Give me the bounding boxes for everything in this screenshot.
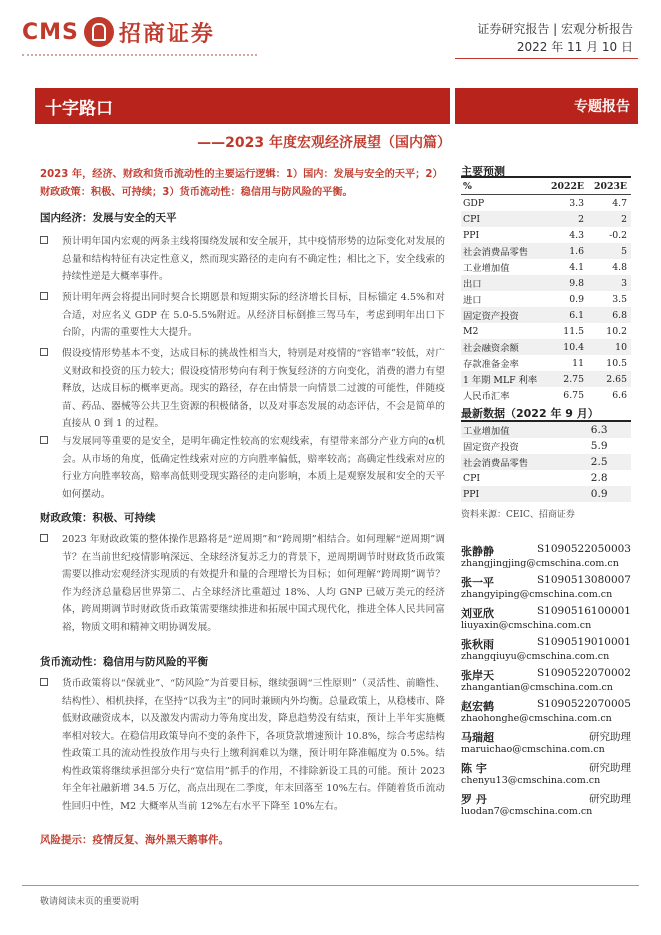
bullet-icon xyxy=(40,534,48,542)
table-row: CPI 2 2 xyxy=(461,211,631,227)
analyst-entry: 张静静 S1090522050003 zhangjingjing@cmschina.com.cn xyxy=(461,543,631,569)
table-row: 社会融资余额 10.4 10 xyxy=(461,339,631,355)
table-row: PPI 0.9 xyxy=(461,486,631,502)
paragraph: 与发展同等重要的是安全，是明年确定性较高的宏观线索，有望带来部分产业方向的α机会。从市场的角度，低确定性线索对应的方向胜率偏低，赔率较高；高确定性线索对应的行业方向胜率较高，赔率高低则受现实路径的走向影响，本质上是观察发展和安全的天平如何摆动。 xyxy=(40,433,445,503)
title-banner xyxy=(35,88,450,124)
table-row: 出口 9.8 3 xyxy=(461,275,631,291)
bullet-icon xyxy=(40,348,48,356)
latest-data-title: 最新数据（2022 年 9 月） xyxy=(461,407,599,420)
table-row: 人民币汇率 6.75 6.6 xyxy=(463,389,627,402)
analyst-entry: 张一平 S1090513080007 zhangyiping@cmschina.com.cn xyxy=(461,574,631,600)
table-row: 进口 0.9 3.5 xyxy=(463,293,627,306)
section-title-economy: 国内经济：发展与安全的天平 xyxy=(40,212,177,224)
table-row: 社会消费品零售 1.6 5 xyxy=(461,243,631,259)
table-row: 工业增加值 6.3 xyxy=(461,422,631,438)
table-row: 1 年期 MLF 利率 2.75 2.65 xyxy=(461,371,631,387)
table-header-row: % 2022E 2023E xyxy=(461,178,631,195)
forecast-table xyxy=(461,178,631,403)
bullet-icon xyxy=(40,292,48,300)
table-row: 社会消费品零售 2.5 xyxy=(461,454,631,470)
logo-cn-text: 招商证券 xyxy=(118,21,215,47)
bullet-icon xyxy=(40,436,48,444)
table-row: 固定资产投资 6.1 6.8 xyxy=(461,307,631,323)
analyst-entry: 张岸天 S1090522070002 zhangantian@cmschina.com.cn xyxy=(461,667,631,693)
analyst-entry: 陈 宇 研究助理 chenyu13@cmschina.com.cn xyxy=(461,762,631,786)
table-row: 固定资产投资 5.9 xyxy=(463,440,608,453)
report-subtitle: ——2023 年度宏观经济展望（国内篇） xyxy=(197,135,451,151)
table-row: PPI 4.3 -0.2 xyxy=(463,229,627,241)
report-title: 十字路口 xyxy=(45,99,113,119)
section-title-monetary: 货币流动性：稳信用与防风险的平衡 xyxy=(40,656,208,668)
report-category: 证券研究报告 | 宏观分析报告 xyxy=(477,22,633,36)
report-type: 专题报告 xyxy=(574,99,630,115)
logo-cms-text: CMS xyxy=(22,19,79,45)
paragraph: 2023 年财政政策的整体操作思路将是“逆周期”和“跨周期”相结合。如何理解“逆周期”调节？在当前世纪疫情影响深远、全球经济复苏乏力的背景下，逆周期调节时财政货币政策需要以推动宏观经济实现质的有效提升和量的合理增长为目标；如何理解“跨周期”调节？作为经济总量稳居世界第二、占全球经济比重超过 18%、人均 GNP 已破万美元的经济体，跨周期调节时财政货币政策需要继续推进和拓展中国式现代化，推进全体人民共同富裕，物质文明和精神文明协调发展。 xyxy=(40,531,445,636)
forecast-title: 主要预测 xyxy=(461,165,505,178)
footer-note: 敬请阅读末页的重要说明 xyxy=(40,897,140,907)
analyst-entry: 刘亚欣 S1090516100001 liuyaxin@cmschina.com.cn xyxy=(461,605,631,631)
latest-data-table xyxy=(461,422,631,502)
company-logo xyxy=(22,14,215,50)
header-divider xyxy=(455,58,638,59)
analyst-entry: 罗 丹 研究助理 luodan7@cmschina.com.cn xyxy=(461,793,631,817)
analyst-entry: 张秋雨 S1090519010001 zhangqiuyu@cmschina.com.cn xyxy=(461,636,631,662)
paragraph: 预计明年两会将提出同时契合长期愿景和短期实际的经济增长目标，目标锚定 4.5%和对合适，对应名义 GDP 在 5.0-5.5%附近。从经济目标倒推三驾马车，考虑到明年出口下台阶，内需的重要性大大提升。 xyxy=(40,289,445,342)
risk-warning: 风险提示：疫情反复、海外黑天鹅事件。 xyxy=(40,834,229,846)
analyst-entry: 赵宏鹤 S1090522070005 zhaohonghe@cmschina.com.cn xyxy=(461,698,631,724)
analyst-list xyxy=(461,540,633,819)
paragraph: 货币政策将以“保就业”、“防风险”为首要目标，继续强调“三性原则”（灵活性、前瞻性、结构性）、相机抉择，在坚持“以我为主”的同时兼顾内外均衡。总量政策上，从稳楼市、降低财政融资成本，以及激发内需动力等角度出发，降息趋势没有结束，预计上半年实施概率相对较大。在稳信用政策导向不变的条件下，各项贷款增速预计 10.8%，综合考虑结构性政策工具的流动性投放作用与央行上缴利润难以为继，预计明年降准幅度为 0.5%。结构性政策将继续承担部分央行“宽信用”抓手的作用，不排除新设工具的可能。预计 2023 年全年社融新增 34.5 万亿，高点出现在二季度，年末回落至 10%左右。伴随着货币流动性回归中性，M2 大概率从当前 12%左右水平下降至 10%左右。 xyxy=(40,675,445,815)
bullet-icon xyxy=(40,236,48,244)
logo-divider xyxy=(22,54,257,56)
logo-emblem-icon xyxy=(84,17,114,47)
data-source: 资料来源：CEIC、招商证券 xyxy=(461,510,575,520)
table-row: CPI 2.8 xyxy=(463,472,608,484)
footer-divider xyxy=(22,885,639,886)
analyst-entry: 马瑞超 研究助理 maruichao@cmschina.com.cn xyxy=(461,731,631,755)
paragraph: 假设疫情形势基本不变，达成目标的挑战性相当大，特别是对疫情的“容错率”较低，对广义财政和投资的压力较大；假设疫情形势向有利于恢复经济的方向变化，消费的潜力有望释放，达成目标的概率更高。现实的路径，存在由情景一向情景二过渡的可能性，伴随疫苗、药品、器械等公共卫生资源的积极储备，以及对事态发展的动态评估，不会是简单的直接从 0 到 1 的过程。 xyxy=(40,345,445,433)
table-row: GDP 3.3 4.7 xyxy=(463,197,627,209)
table-row: 工业增加值 4.1 4.8 xyxy=(463,261,627,274)
bullet-icon xyxy=(40,678,48,686)
type-banner xyxy=(455,88,638,124)
report-date: 2022 年 11 月 10 日 xyxy=(516,40,633,54)
table-row: 存款准备金率 11 10.5 xyxy=(463,357,627,370)
summary-text: 2023 年，经济、财政和货币流动性的主要运行逻辑：1）国内：发展与安全的天平；2）财政政策：积极、可持续；3）货币流动性：稳信用与防风险的平衡。 xyxy=(40,169,443,198)
table-row: M2 11.5 10.2 xyxy=(463,325,627,337)
paragraph: 预计明年国内宏观的两条主线将围绕发展和安全展开，其中疫情形势的边际变化对发展的总量和结构特征有决定性意义，然而现实路径的走向有不确定性；相比之下，安全线索的持续性逆是大概率事件。 xyxy=(40,233,445,286)
section-title-fiscal: 财政政策：积极、可持续 xyxy=(40,512,156,524)
